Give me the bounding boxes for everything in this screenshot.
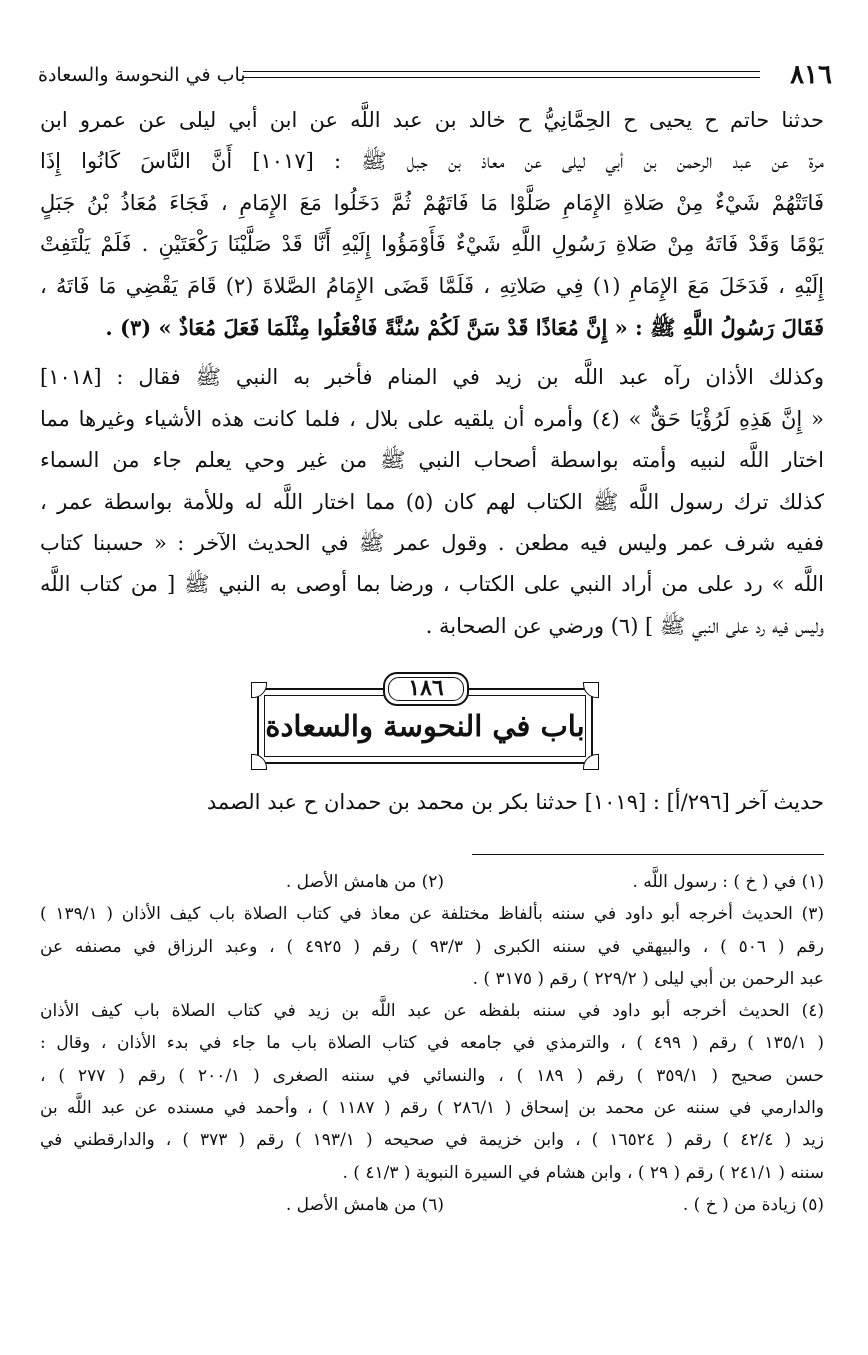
text-line: فَاتَتْهُمْ شَيْءٌ مِنْ صَلاةِ الإِمَامِ صَلَّوْا مَا فَاتَهُمْ ثُمَّ دَخَلُوا مَعَ الإِمَامِ ، فَجَاءَ مُعَاذُ بْنُ جَبَلٍ	[40, 190, 824, 215]
text-line: « إِنَّ هَذِهِ لَرُؤْيَا حَقٌّ » (٤) وأمره أن يلقيه على بلال ، فلما كانت هذه الأشياء وغيرها مما	[40, 406, 824, 431]
page-number: ٨١٦	[790, 60, 832, 90]
footnote-4-line: زيد ( ٤٢/٤ ) رقم ( ١٦٥٢٤ ) ، وابن خزيمة في صحيحه ( ١٩٣/١ ) رقم ( ٣٧٣ ) ، والدارقطني في	[40, 1130, 824, 1151]
footnote-2: (٢) من هامش الأصل .	[285, 872, 444, 892]
footnote-4-line: ( ١٣٥/١ ) رقم ( ٤٩٩ ) ، والترمذي في جامعه في كتاب الصلاة باب ما جاء في بدء الأذان ، وقال :	[40, 1033, 824, 1054]
text-line: حدثنا حاتم ح يحيى ح الحِمَّانِيُّ ح خالد بن عبد اللَّه عن ابن أبي ليلى عن عمرو ابن	[40, 108, 824, 132]
chapter-number: ١٨٦	[383, 672, 469, 706]
footnote-5: (٥) زيادة من ( خ ) .	[682, 1194, 824, 1215]
text-line: اللَّه » رد على من أراد النبي على الكتاب ، ورضا بما أوصى به النبي ﷺ [ من كتاب اللَّه	[40, 572, 824, 597]
text-line: كذلك ترك رسول اللَّه ﷺ الكتاب لهم كان (٥) مما اختار اللَّه له وللأمة بواسطة عمر ،	[40, 489, 824, 514]
footnote-separator	[472, 854, 824, 855]
footnote-4-line: والدارمي في سننه عن محمد بن إسحاق ( ٢٨٦/١ ) رقم ( ١١٨٧ ) ، وأحمد في مسنده عن عبد اللَّه بن	[40, 1098, 824, 1119]
footnote-3-line: عبد الرحمن بن أبي ليلى ( ٢٢٩/٢ ) رقم ( ٣١٧٥ ) .	[472, 968, 824, 989]
footnote-4-line: حسن صحيح ( ٣٥٩/١ ) رقم ( ١٨٩ ) ، والنسائي في سننه الصغرى ( ٢٠٠/١ ) رقم ( ٢٧٧ ) ،	[40, 1065, 824, 1086]
text-line: إِلَيْهِ ، فَدَخَلَ مَعَ الإِمَامِ (١) فِي صَلاتِهِ ، فَلَمَّا قَضَى الإِمَامُ الصَّلاةَ (٢) قَامَ يَقْضِي مَا فَاتَهُ ،	[40, 273, 824, 298]
footnote-3-line: (٣) الحديث أخرجه أبو داود في سننه بألفاظ مختلفة عن معاذ في كتاب الصلاة باب كيف الأذان ( ١٣٩/١ )	[40, 904, 824, 925]
text-line: وليس فيه رد على النبي ﷺ ] (٦) ورضي عن الصحابة .	[425, 613, 824, 638]
footnote-pair	[40, 866, 824, 898]
footnote-3-line: رقم ( ٥٠٦ ) ، والبيهقي في سننه الكبرى ( ٩٣/٣ ) رقم ( ٤٩٢٥ ) ، وعبد الرزاق في مصنفه عن	[40, 936, 824, 957]
text-line: يَوْمًا وَقَدْ فَاتَهُ مِنْ صَلاةِ رَسُولِ اللَّهِ شَيْءٌ فَأَوْمَؤُوا إِلَيْهِ أَنَّا قَدْ صَلَّيْنَا رَكْعَتَيْنِ . فَلَمْ يَلْتَفِتْ	[40, 232, 824, 257]
chapter-opening-text	[40, 782, 824, 823]
chapter-title: باب في النحوسة والسعادة	[265, 709, 585, 743]
text-line: وكذلك الأذان رآه عبد اللَّه بن زيد في المنام فأخبر به النبي ﷺ فقال : [١٠١٨]	[40, 365, 824, 390]
text-line: ففيه شرف عمر وليس فيه مطعن . وقول عمر ﷺ في الحديث الآخر : « حسبنا كتاب	[40, 530, 824, 555]
running-header	[38, 60, 832, 90]
text-line: اختار اللَّه لنبيه وأمته بواسطة أصحاب النبي ﷺ من غير وحي يعلم جاء من السماء	[40, 448, 824, 473]
footnote-1: (١) في ( خ ) : رسول اللَّه .	[632, 872, 824, 892]
running-title: باب في النحوسة والسعادة	[38, 64, 246, 86]
footnote-4-line: سننه ( ٢٤١/١ ) رقم ( ٢٩ ) ، وابن هشام في السيرة النبوية ( ٤١/٣ ) .	[342, 1162, 824, 1183]
main-text	[40, 100, 824, 647]
header-double-rule	[243, 71, 760, 78]
text-line: مرة عن عبد الرحمن بن أبي ليلى عن معاذ بن جبل ﷺ : [١٠١٧] أَنَّ النَّاسَ كَانُوا إِذَا	[40, 149, 824, 174]
footnote-6: (٦) من هامش الأصل .	[285, 1194, 444, 1215]
footnote-pair	[40, 1189, 824, 1221]
text-line: فَقَالَ رَسُولُ اللَّهِ ﷺ : « إِنَّ مُعَاذًا قَدْ سَنَّ لَكُمْ سُنَّةً فَافْعَلُوا مِثْلَمَا فَعَلَ مُعَاذٌ » (٣) .	[105, 314, 824, 340]
text-line: حديث آخر [٢٩٦/أ] : [١٠١٩] حدثنا بكر بن محمد بن حمدان ح عبد الصمد	[206, 790, 824, 814]
footnotes	[40, 866, 824, 1221]
footnote-4-line: (٤) الحديث أخرجه أبو داود في سننه بلفظه عن عبد اللَّه بن زيد في كتاب الصلاة باب كيف الأذان	[40, 1001, 824, 1022]
